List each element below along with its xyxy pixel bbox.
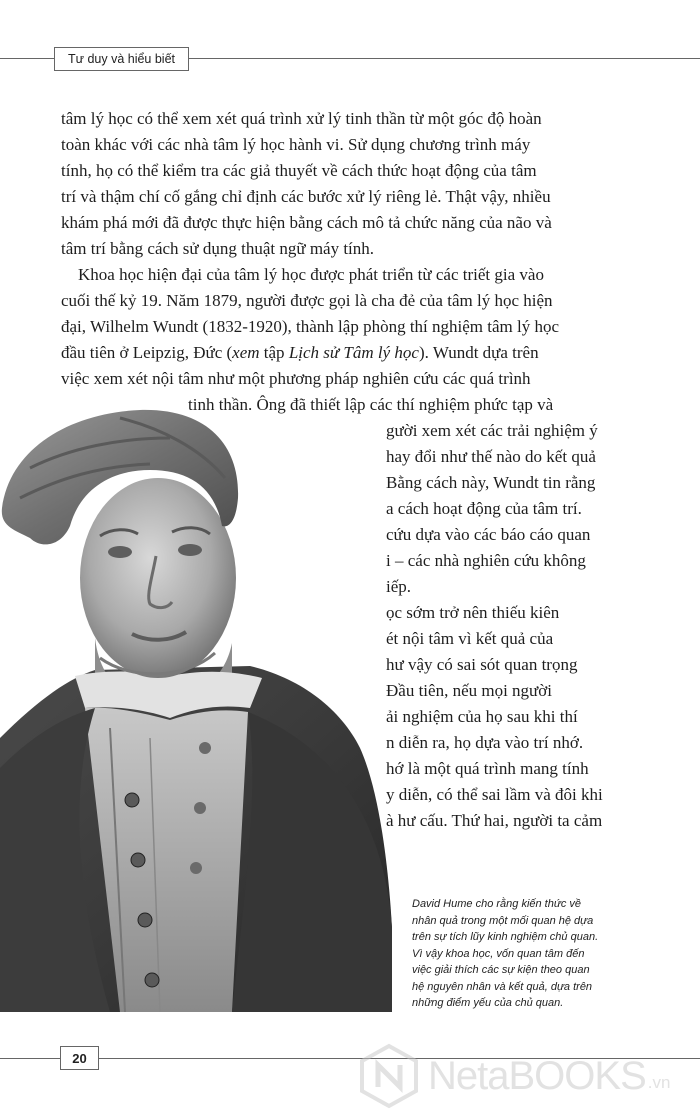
body-line: ét nội tâm vì kết quả của [386,629,554,648]
david-hume-portrait [0,408,392,1012]
body-line [61,340,539,366]
body-line: ải nghiệm của họ sau khi thí [386,707,578,726]
netabooks-watermark [356,1038,700,1114]
caption-line: hệ nguyên nhân và kết quả, dựa trên [412,980,593,993]
watermark-suffix: .vn [647,1073,671,1092]
body-line: hư vậy có sai sót quan trọng [386,655,578,674]
body-line: Bằng cách này, Wundt tin rằng [386,473,596,492]
header-rule-right [189,58,700,59]
body-line: trí và thậm chí cố gắng chỉ định các bước xử lý riêng lẻ. Thật vậy, nhiều [61,187,551,206]
page-number: 20 [60,1046,99,1070]
body-line: a cách hoạt động của tâm trí. [386,499,582,518]
body-line: tâm lý học có thể xem xét quá trình xử lý tinh thần từ một góc độ hoàn [61,109,542,128]
body-italic-text: Lịch sử Tâm lý học [288,343,419,362]
body-line: à hư cấu. Thứ hai, người ta cảm [386,811,603,830]
caption-line: trên sự tích lũy kinh nghiệm chủ quan. [412,931,599,943]
body-line: tính, họ có thể kiểm tra các giả thuyết về cách thức hoạt động của tâm [61,161,537,180]
body-line: việc xem xét nội tâm như một phương pháp nghiên cứu các quá trình [61,369,531,388]
body-line: khám phá mới đã được thực hiện bằng cách mô tả chức năng của não và [61,213,552,232]
body-line: hớ là một quá trình mang tính [386,759,589,778]
body-line: iếp. [386,577,412,596]
body-line: toàn khác với các nhà tâm lý học hành vi. Sử dụng chương trình máy [61,135,531,154]
body-line: tinh thần. Ông đã thiết lập các thí nghiệm phức tạp và [188,395,554,414]
body-text: tập [259,343,289,362]
netabooks-logo-icon [356,1043,422,1109]
body-line: tâm trí bằng cách sử dụng thuật ngữ máy tính. [61,239,375,258]
portrait-caption [412,896,617,1012]
footer-rule-left [0,1058,60,1059]
body-line: hay đổi như thế nào do kết quả [386,447,596,466]
body-line: Đầu tiên, nếu mọi người [386,681,552,700]
running-header: Tư duy và hiểu biết [54,47,189,71]
body-text: ). Wundt dựa trên [418,343,539,362]
body-line: n diễn ra, họ dựa vào trí nhớ. [386,733,584,752]
caption-line: David Hume cho rằng kiến thức về [412,898,581,910]
body-line: đại, Wilhelm Wundt (1832-1920), thành lập phòng thí nghiệm tâm lý học [61,317,560,336]
header-rule-left [0,58,54,59]
body-line: gười xem xét các trải nghiệm ý [386,421,598,440]
watermark-brand: NetaBOOKS [428,1053,646,1098]
caption-line: những điểm yếu của chủ quan. [412,997,564,1009]
body-line: y diễn, có thể sai lầm và đôi khi [386,785,603,804]
body-line: Khoa học hiện đại của tâm lý học được phát triển từ các triết gia vào [78,265,544,284]
caption-line: nhân quả trong một mối quan hệ dựa [412,914,594,927]
body-line: i – các nhà nghiên cứu không [386,551,586,570]
caption-line: việc giải thích các sự kiện theo quan [412,964,590,976]
body-italic-text: xem [232,343,260,362]
body-text: đầu tiên ở Leipzig, Đức ( [61,343,233,362]
body-line: ọc sớm trở nên thiếu kiên [386,603,560,622]
body-line: cứu dựa vào các báo cáo quan [386,525,591,544]
caption-line: Vì vậy khoa học, vốn quan tâm đến [412,947,585,960]
body-line: cuối thế kỷ 19. Năm 1879, người được gọi là cha đẻ của tâm lý học hiện [61,291,553,310]
